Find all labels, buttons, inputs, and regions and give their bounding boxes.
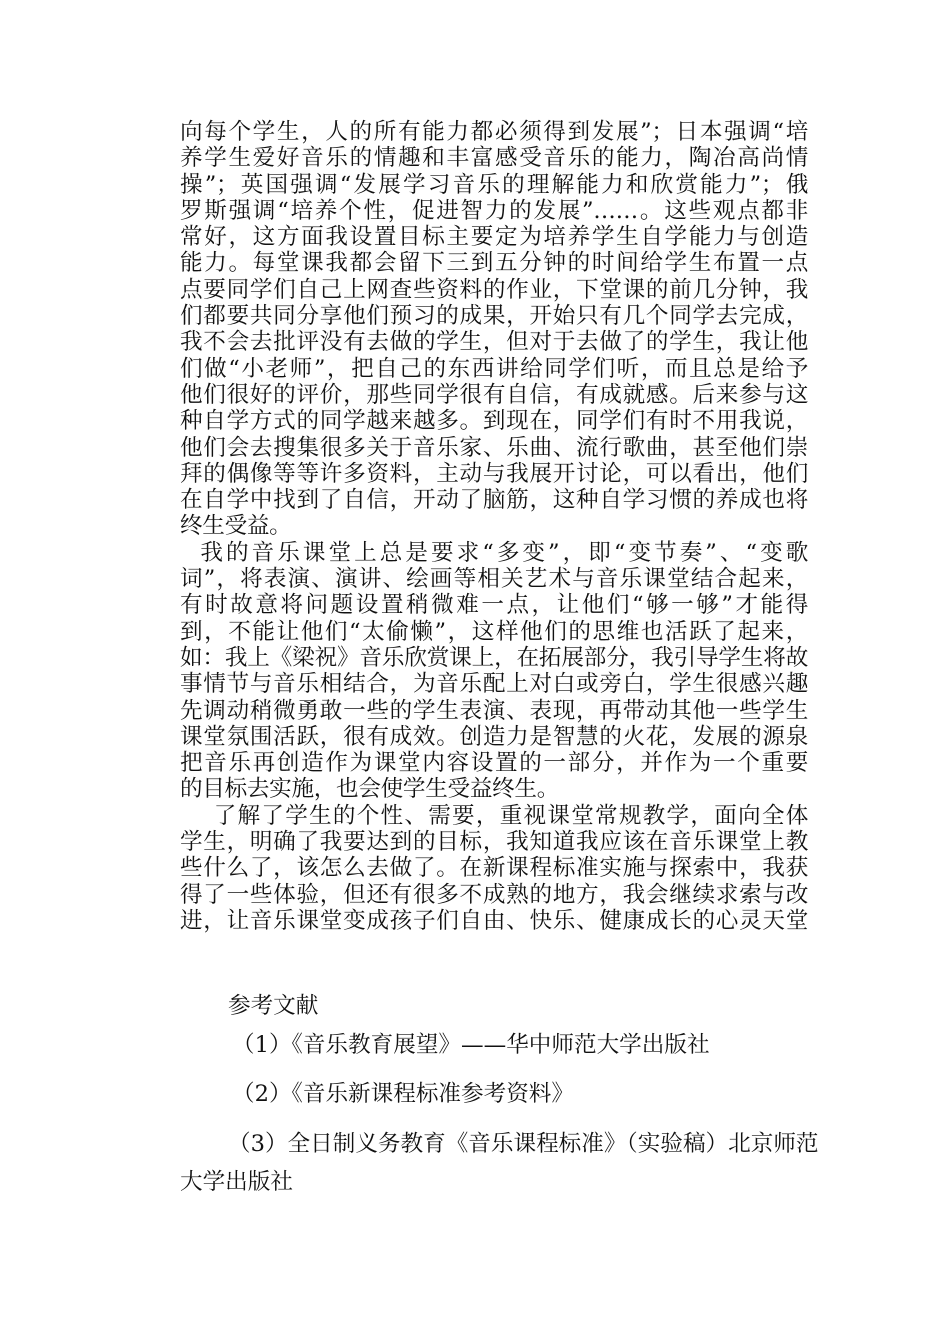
text-line: 在自学中找到了自信，开动了脑筋，这种自学习惯的养成也将 [180, 487, 808, 514]
text-line: 如：我上《梁祝》音乐欣赏课上，在拓展部分，我引导学生将故 [180, 644, 808, 671]
paragraph-goals [180, 119, 808, 540]
text-line: 向每个学生，人的所有能力都必须得到发展”；日本强调“培 [180, 119, 808, 145]
text-line: 罗斯强调“培养个性，促进智力的发展”……。这些观点都非 [180, 197, 808, 224]
text-line: 们做“小老师”，把自己的东西讲给同学们听，而且总是给予 [180, 355, 808, 382]
reference-item-3-line-2: 大学出版社 [180, 1169, 293, 1195]
text-line: 们都要共同分享他们预习的成果，开始只有几个同学去完成， [180, 303, 808, 330]
text-line: 到，不能让他们“太偷懒”，这样他们的思维也活跃了起来， [180, 618, 808, 645]
text-line: 把音乐再创造作为课堂内容设置的一部分，并作为一个重要 [180, 750, 808, 777]
text-line: 养学生爱好音乐的情趣和丰富感受音乐的能力，陶冶高尚情 [180, 145, 808, 172]
text-line: 有时故意将问题设置稍微难一点，让他们“够一够”才能得 [180, 592, 808, 619]
text-line: 能力。每堂课我都会留下三到五分钟的时间给学生布置一点 [180, 250, 808, 277]
reference-item-2: （2）《音乐新课程标准参考资料》 [232, 1081, 574, 1107]
text-line: 终生受益。 [180, 513, 292, 540]
text-line: 了解了学生的个性、需要，重视课堂常规教学，面向全体 [180, 802, 808, 829]
reference-item-1: （1）《音乐教育展望》——华中师范大学出版社 [232, 1032, 710, 1058]
text-line: 先调动稍微勇敢一些的学生表演、表现，再带动其他一些学生 [180, 697, 808, 724]
text-line: 词”，将表演、演讲、绘画等相关艺术与音乐课堂结合起来， [180, 566, 808, 593]
text-line: 他们会去搜集很多关于音乐家、乐曲、流行歌曲，甚至他们崇 [180, 434, 808, 461]
text-line: 的目标去实施，也会使学生受益终生。 [180, 776, 559, 803]
text-line: 拜的偶像等等许多资料，主动与我展开讨论，可以看出，他们 [180, 460, 808, 487]
paragraph-variation [180, 540, 808, 803]
text-line: 进，让音乐课堂变成孩子们自由、快乐、健康成长的心灵天堂 [180, 907, 808, 934]
text-line: 常好，这方面我设置目标主要定为培养学生自学能力与创造 [180, 224, 808, 251]
text-line: 课堂氛围活跃，很有成效。创造力是智慧的火花，发展的源泉 [180, 723, 808, 750]
text-line: 种自学方式的同学越来越多。到现在，同学们有时不用我说， [180, 408, 808, 435]
text-line: 我的音乐课堂上总是要求“多变”，即“变节奏”、“变歌 [180, 539, 808, 566]
references-title: 参考文献 [228, 993, 319, 1019]
text-line: 些什么了，该怎么去做了。在新课程标准实施与探索中，我获 [180, 855, 808, 882]
body-text [180, 119, 808, 934]
text-line: 学生，明确了我要达到的目标，我知道我应该在音乐课堂上教 [180, 829, 808, 856]
text-line: 点要同学们自己上网查些资料的作业，下堂课的前几分钟，我 [180, 276, 808, 303]
reference-item-3-line-1: （3）全日制义务教育《音乐课程标准》（实验稿）北京师范 [228, 1131, 819, 1157]
text-line: 我不会去批评没有去做的学生，但对于去做了的学生，我让他 [180, 329, 808, 356]
text-line: 得了一些体验，但还有很多不成熟的地方，我会继续求索与改 [180, 881, 808, 908]
text-line: 事情节与音乐相结合，为音乐配上对白或旁白，学生很感兴趣 [180, 671, 808, 698]
text-line: 操”；英国强调“发展学习音乐的理解能力和欣赏能力”；俄 [180, 171, 808, 198]
text-line: 他们很好的评价，那些同学很有自信，有成就感。后来参与这 [180, 381, 808, 408]
paragraph-conclusion [180, 803, 808, 934]
reference-item-3 [180, 1126, 819, 1200]
